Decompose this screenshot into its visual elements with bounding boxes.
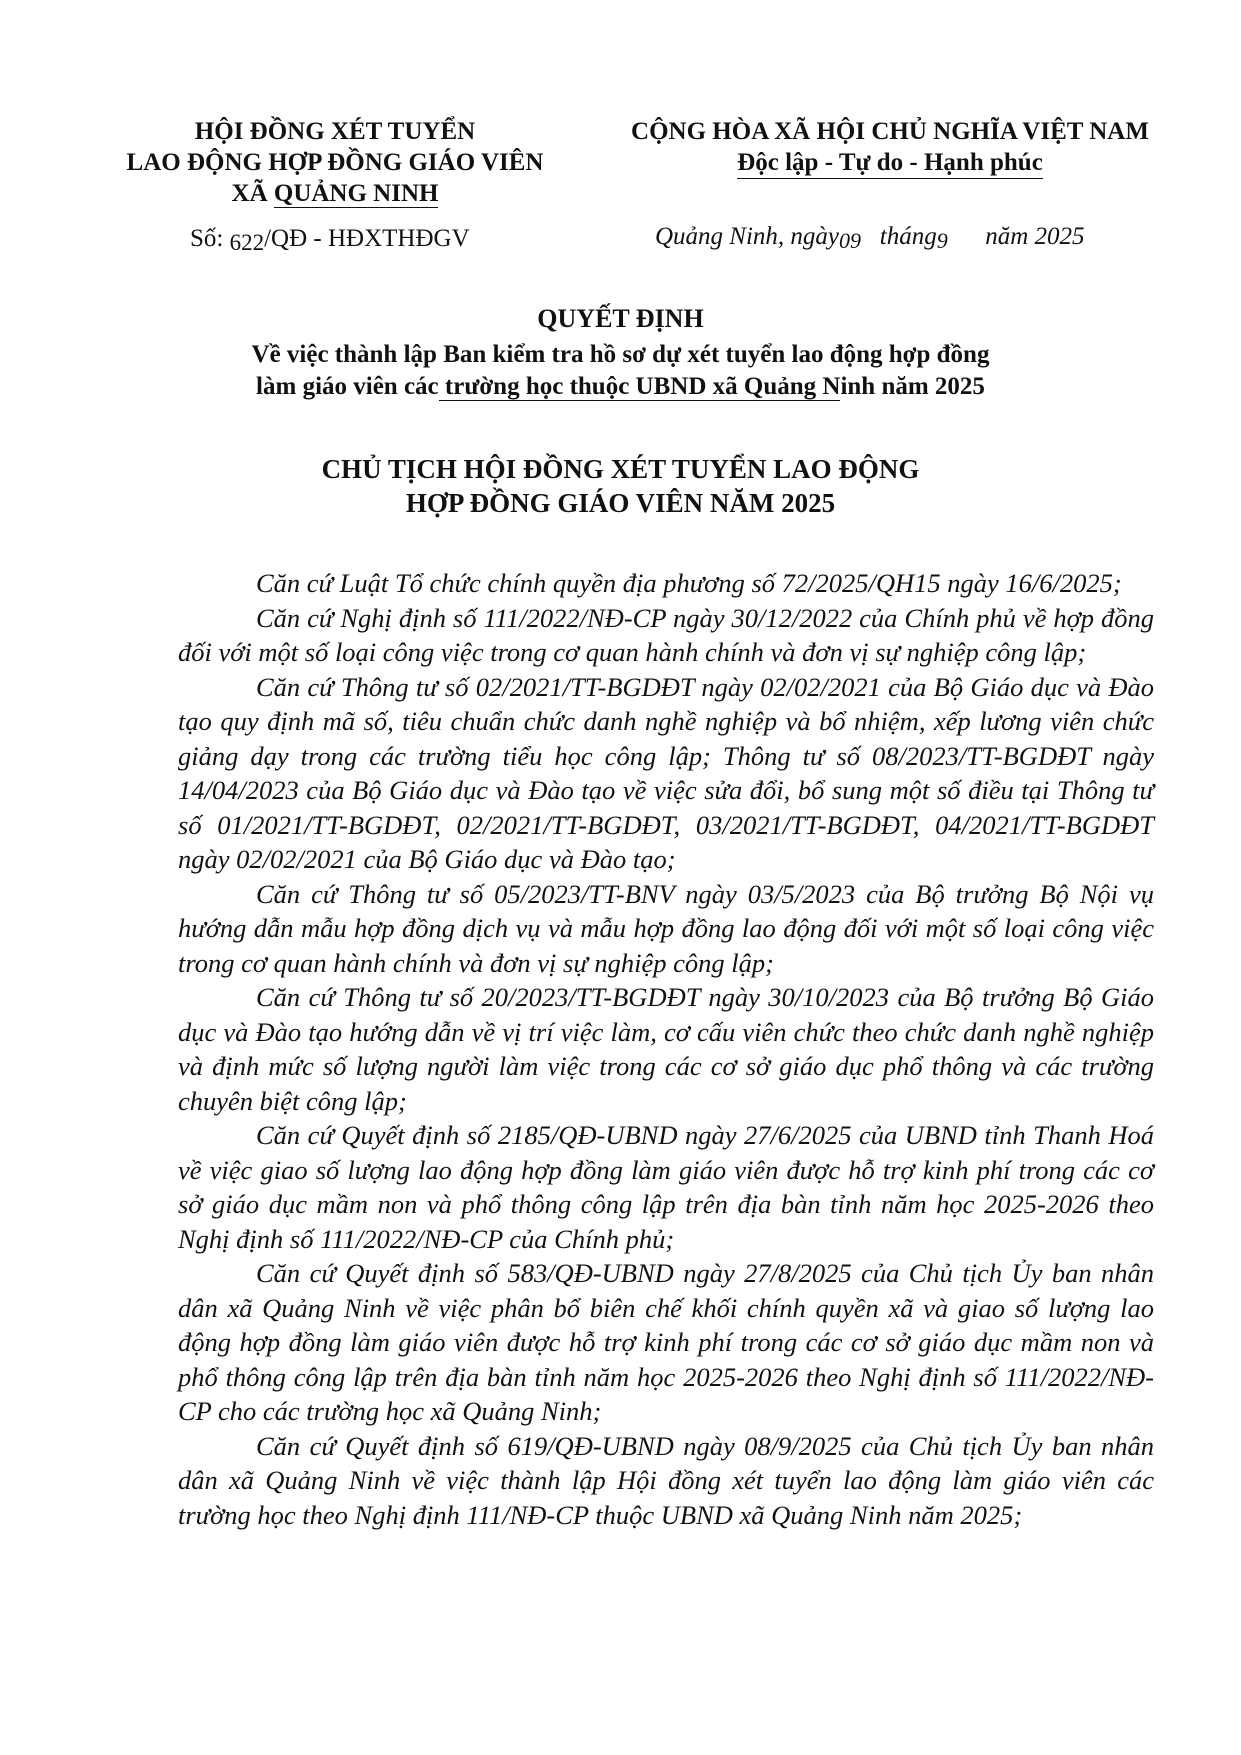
- date-year: năm 2025: [985, 223, 1085, 250]
- issuing-body-line-3-prefix: XÃ: [231, 180, 274, 207]
- document-number-suffix: /QĐ - HĐXTHĐGV: [264, 225, 470, 252]
- subject-line-2-end: inh năm 2025: [840, 373, 985, 400]
- authority-line-1: CHỦ TỊCH HỘI ĐỒNG XÉT TUYỂN LAO ĐỘNG: [321, 454, 920, 484]
- issuing-body-line-3: [95, 178, 575, 209]
- document-number-label: Số:: [190, 225, 224, 252]
- date-month: 9: [936, 228, 948, 253]
- subject-line-2-start: làm giáo viên các: [256, 373, 439, 400]
- issuing-body-line-2: LAO ĐỘNG HỢP ĐỒNG GIÁO VIÊN: [126, 149, 544, 176]
- legal-basis-paragraph: Căn cứ Thông tư số 05/2023/TT-BNV ngày 03/5/2023 của Bộ trưởng Bộ Nội vụ hướng dẫn mẫu hợp đồng dịch vụ và mẫu hợp đồng lao động đối với một số loại công việc trong cơ quan hành chính và đơn vị sự nghiệp công lập;: [178, 878, 1154, 978]
- document-number-value: 622: [229, 230, 265, 255]
- decision-title: QUYẾT ĐỊNH: [537, 304, 704, 333]
- legal-basis-paragraph: Căn cứ Thông tư số 20/2023/TT-BGDĐT ngày 30/10/2023 của Bộ trưởng Bộ Giáo dục và Đào tạo hướng dẫn về vị trí việc làm, cơ cấu viên chức theo chức danh nghề nghiệp và định mức số lượng người làm việc trong các cơ sở giáo dục phổ thông và các trường chuyên biệt công lập;: [178, 982, 1154, 1116]
- document-number: [190, 225, 470, 253]
- date-place: Quảng Ninh, ngày: [655, 223, 840, 250]
- subject-line-2-underlined: trường học thuộc UBND xã Quảng N: [438, 373, 841, 400]
- subject-line-2: [0, 371, 1241, 403]
- issuing-body-line-1: HỘI ĐỒNG XÉT TUYỂN: [194, 118, 476, 145]
- national-title: CỘNG HÒA XÃ HỘI CHỦ NGHĨA VIỆT NAM: [631, 118, 1149, 145]
- authority-title: [0, 452, 1241, 520]
- legal-basis-paragraph: Căn cứ Nghị định số 111/2022/NĐ-CP ngày 30/12/2022 của Chính phủ về hợp đồng đối với một số loại công việc trong cơ quan hành chính và đơn vị sự nghiệp công lập;: [178, 602, 1154, 667]
- issuing-body-header: [95, 116, 575, 209]
- authority-line-2: HỢP ĐỒNG GIÁO VIÊN NĂM 2025: [405, 488, 836, 518]
- legal-basis-paragraph: Căn cứ Thông tư số 02/2021/TT-BGDĐT ngày 02/02/2021 của Bộ Giáo dục và Đào tạo quy định mã số, tiêu chuẩn chức danh nghề nghiệp và bổ nhiệm, xếp lương viên chức giảng dạy trong các trường tiểu học công lập; Thông tư số 08/2023/TT-BGDĐT ngày 14/04/2023 của Bộ Giáo dục và Đào tạo về việc sửa đổi, bổ sung một số điều tại Thông tư số 01/2021/TT-BGDĐT, 02/2021/TT-BGDĐT, 03/2021/TT-BGDĐT, 04/2021/TT-BGDĐT ngày 02/02/2021 của Bộ Giáo dục và Đào tạo;: [178, 671, 1154, 874]
- decision-subject: [0, 339, 1241, 403]
- legal-bases: [178, 566, 1154, 1532]
- date-day: 09: [839, 228, 862, 253]
- legal-basis-paragraph: Căn cứ Quyết định số 2185/QĐ-UBND ngày 27/6/2025 của UBND tỉnh Thanh Hoá về việc giao số lượng lao động hợp đồng làm giáo viên được hỗ trợ kinh phí trong các cơ sở giáo dục mầm non và phổ thông công lập trên địa bàn tỉnh năm học 2025-2026 theo Nghị định số 111/2022/NĐ-CP của Chính phủ;: [178, 1120, 1154, 1254]
- legal-basis-paragraph: Căn cứ Luật Tổ chức chính quyền địa phương số 72/2025/QH15 ngày 16/6/2025;: [256, 568, 1122, 598]
- subject-line-1: Về việc thành lập Ban kiểm tra hồ sơ dự xét tuyển lao động hợp đồng: [251, 341, 990, 368]
- date-month-label: tháng: [879, 223, 937, 250]
- issuing-body-line-3-underlined: QUẢNG NINH: [273, 180, 439, 207]
- national-motto: Độc lập - Tự do - Hạnh phúc: [737, 148, 1043, 179]
- legal-basis-paragraph: Căn cứ Quyết định số 619/QĐ-UBND ngày 08/9/2025 của Chủ tịch Ủy ban nhân dân xã Quảng Ninh về việc thành lập Hội đồng xét tuyển lao động làm giáo viên các trường học theo Nghị định 111/NĐ-CP thuộc UBND xã Quảng Ninh năm 2025;: [178, 1430, 1154, 1530]
- legal-basis-paragraph: Căn cứ Quyết định số 583/QĐ-UBND ngày 27/8/2025 của Chủ tịch Ủy ban nhân dân xã Quảng Ninh về việc phân bổ biên chế khối chính quyền xã và giao số lượng lao động hợp đồng làm giáo viên được hỗ trợ kinh phí trong các cơ sở giáo dục mầm non và phổ thông công lập trên địa bàn tỉnh năm học 2025-2026 theo Nghị định số 111/2022/NĐ-CP cho các trường học xã Quảng Ninh;: [178, 1258, 1154, 1426]
- document-date: [655, 223, 1085, 251]
- national-header: [600, 116, 1180, 179]
